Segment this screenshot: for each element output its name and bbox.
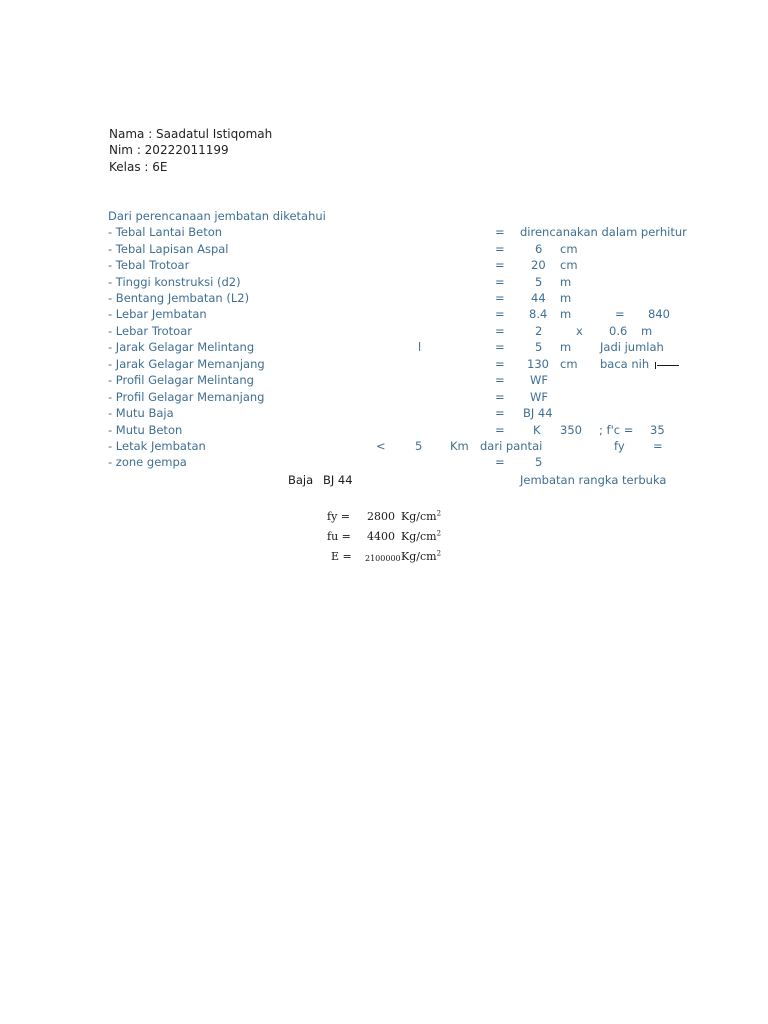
formula-e-value: 2100000 xyxy=(365,554,401,563)
row-value: 20 xyxy=(531,258,546,272)
row-unit: m xyxy=(560,340,572,354)
formula-fy-label: fy = xyxy=(327,510,350,523)
row-value: 5 xyxy=(535,275,543,289)
row-unit: cm xyxy=(560,258,578,272)
row-label: - Tebal Trotoar xyxy=(108,258,190,272)
row-unit2: m xyxy=(641,324,653,338)
row-value: WF xyxy=(530,373,548,387)
formula-e-label: E = xyxy=(331,550,352,563)
formula-fy-unit: $Kg/cm^2$ xyxy=(401,509,442,523)
formula-fy-value: 2800 xyxy=(367,510,395,523)
row-equals: = xyxy=(495,225,505,239)
row-distance: 5 xyxy=(415,439,423,453)
row-pantai: dari pantai xyxy=(480,439,543,453)
row-label: - Profil Gelagar Memanjang xyxy=(108,390,265,404)
formula-fu-label: fu = xyxy=(327,530,351,543)
row-label: - Lebar Trotoar xyxy=(108,324,192,338)
row-equals: = xyxy=(495,258,505,272)
row-label: - Letak Jembatan xyxy=(108,439,206,453)
row-label: - zone gempa xyxy=(108,455,187,469)
student-name: Nama : Saadatul Istiqomah xyxy=(109,127,273,141)
row-fc-label: ; f'c = xyxy=(599,423,634,437)
student-class: Kelas : 6E xyxy=(109,160,168,174)
row-label: - Mutu Beton xyxy=(108,423,183,437)
row-label: - Tinggi konstruksi (d2) xyxy=(108,275,241,289)
row-equals: = xyxy=(495,340,505,354)
row-multiply: x xyxy=(576,324,583,338)
row-equals: = xyxy=(495,390,505,404)
student-nim: Nim : 20222011199 xyxy=(109,143,229,157)
row-equals: = xyxy=(495,291,505,305)
row-equals: = xyxy=(495,275,505,289)
row-value: 44 xyxy=(531,291,546,305)
row-label: - Jarak Gelagar Melintang xyxy=(108,340,255,354)
row-equals: = xyxy=(495,423,505,437)
row-value: 5 xyxy=(535,340,543,354)
row-unit: m xyxy=(560,307,572,321)
row-value: 8.4 xyxy=(529,307,548,321)
row-km: Km xyxy=(450,439,469,453)
bridge-type: Jembatan rangka terbuka xyxy=(520,473,667,487)
row-note: baca nih xyxy=(600,357,650,371)
row-label: - Bentang Jembatan (L2) xyxy=(108,291,250,305)
row-value: 6 xyxy=(535,242,543,256)
row-value: K xyxy=(533,423,541,437)
row-label: - Profil Gelagar Melintang xyxy=(108,373,254,387)
row-equals: = xyxy=(495,406,505,420)
row-value: WF xyxy=(530,390,548,404)
row-fy-equals: = xyxy=(653,439,663,453)
row-label: - Tebal Lantai Beton xyxy=(108,225,223,239)
row-equals: = xyxy=(495,242,505,256)
formula-fu-value: 4400 xyxy=(367,530,395,543)
row-unit: m xyxy=(560,291,572,305)
row-less-than: < xyxy=(376,439,386,453)
row-unit: cm xyxy=(560,242,578,256)
row-equals: = xyxy=(495,307,505,321)
row-extra-value: 840 xyxy=(648,307,670,321)
row-value: 2 xyxy=(535,324,543,338)
row-value: 5 xyxy=(535,455,543,469)
row-equals: = xyxy=(495,455,505,469)
row-equals: = xyxy=(495,357,505,371)
row-value2: 0.6 xyxy=(609,324,628,338)
row-unit: cm xyxy=(560,357,578,371)
arrow-line xyxy=(657,365,679,366)
row-note: Jadi jumlah xyxy=(600,340,664,354)
row-extra-equals: = xyxy=(615,307,625,321)
row-label: - Lebar Jembatan xyxy=(108,307,207,321)
row-equals: = xyxy=(495,373,505,387)
row-label: - Jarak Gelagar Memanjang xyxy=(108,357,265,371)
row-value: BJ 44 xyxy=(523,406,553,420)
row-label: - Tebal Lapisan Aspal xyxy=(108,242,229,256)
row-fc-value: 35 xyxy=(650,423,665,437)
baja-value: BJ 44 xyxy=(323,473,353,487)
row-fy-label: fy xyxy=(614,439,625,453)
baja-label: Baja xyxy=(288,473,314,487)
row-value: direncanakan dalam perhitur xyxy=(520,225,687,239)
row-unit: m xyxy=(560,275,572,289)
row-label: - Mutu Baja xyxy=(108,406,174,420)
row-value: 130 xyxy=(527,357,549,371)
row-equals: = xyxy=(495,324,505,338)
arrow-icon xyxy=(655,362,656,369)
formula-e-unit: $Kg/cm^2$ xyxy=(401,549,442,563)
row-mid-marker: l xyxy=(418,340,422,354)
row-value2: 350 xyxy=(560,423,582,437)
formula-fu-unit: $Kg/cm^2$ xyxy=(401,529,442,543)
intro-text: Dari perencanaan jembatan diketahui xyxy=(108,209,326,223)
